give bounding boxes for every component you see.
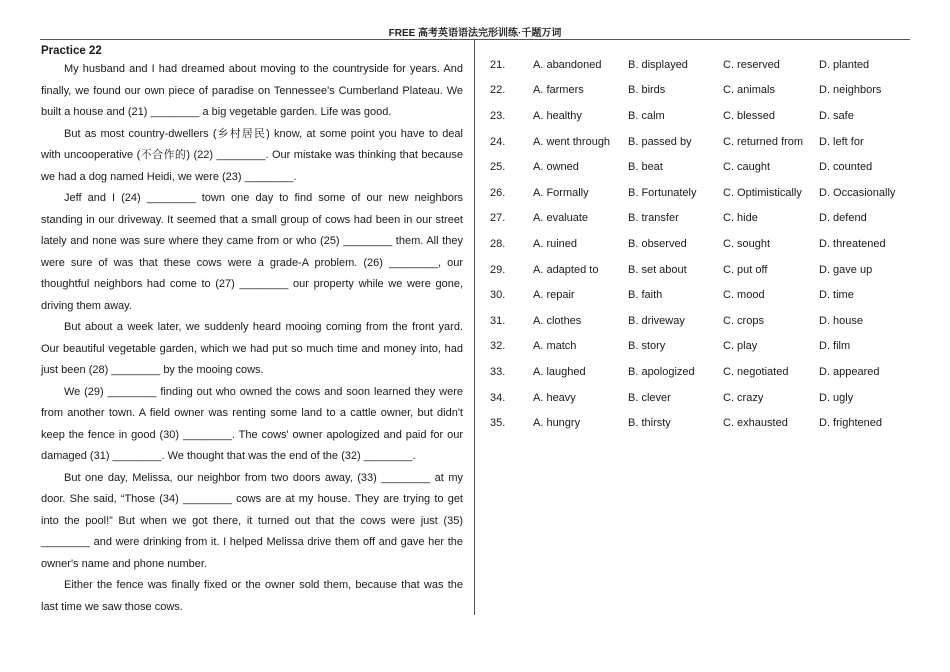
option-d: D. planted (819, 58, 870, 71)
option-a: A. went through (533, 135, 611, 148)
option-c: C. sought (723, 237, 771, 250)
option-b: B. Fortunately (628, 186, 697, 199)
option-b: B. beat (628, 161, 663, 174)
option-d: D. appeared (819, 365, 880, 378)
question-number: 30. (490, 289, 506, 302)
question-number: 29. (490, 263, 506, 276)
option-a: A. ruined (533, 237, 578, 250)
column-divider (474, 40, 475, 615)
option-a: A. abandoned (533, 58, 602, 71)
option-a: A. healthy (533, 109, 582, 122)
option-d: D. defend (819, 212, 867, 225)
option-a: A. repair (533, 289, 575, 302)
question-number: 24. (490, 135, 506, 148)
option-c: C. mood (723, 289, 765, 302)
option-b: B. driveway (628, 314, 685, 327)
question-number: 28. (490, 237, 506, 250)
option-d: D. time (819, 289, 854, 302)
question-number: 23. (490, 109, 506, 122)
option-c: C. hide (723, 212, 758, 225)
question-row (490, 129, 910, 155)
passage-paragraph-4: But about a week later, we suddenly heard mooing coming from the front yard. Our beautiful vegetable garden, which we had put so much time and money into, had just been (28) ________ by the mooing cows. (41, 321, 463, 376)
option-b: B. story (628, 340, 666, 353)
practice-title: Practice 22 (41, 45, 102, 57)
option-a: A. owned (533, 161, 579, 174)
question-number: 26. (490, 186, 506, 199)
option-a: A. match (533, 340, 577, 353)
option-d: D. counted (819, 161, 873, 174)
option-b: B. transfer (628, 212, 679, 225)
question-row (490, 282, 910, 308)
question-row (490, 308, 910, 334)
option-d: D. threatened (819, 237, 886, 250)
question-row (490, 334, 910, 360)
passage-paragraph-2: But as most country-dwellers (乡村居民) know, at some point you have to deal with uncooperative (不合作的) (22) ________. Our mistake was thinking that because we had a dog named Heidi, we were (23) ________. (41, 127, 463, 183)
question-row (490, 231, 910, 257)
option-d: D. safe (819, 109, 854, 122)
option-d: D. frightened (819, 417, 882, 430)
option-b: B. clever (628, 391, 671, 404)
question-number: 34. (490, 391, 506, 404)
option-d: D. gave up (819, 263, 873, 276)
option-d: D. house (819, 314, 864, 327)
option-c: C. play (723, 340, 758, 353)
question-row (490, 257, 910, 283)
option-b: B. set about (628, 263, 687, 276)
question-list (490, 52, 910, 436)
question-row (490, 154, 910, 180)
question-row (490, 180, 910, 206)
option-c: C. caught (723, 161, 771, 174)
question-row (490, 385, 910, 411)
option-a: A. laughed (533, 365, 586, 378)
passage-paragraph-7: Either the fence was finally fixed or the owner sold them, because that was the last time we saw those cows. (41, 579, 463, 613)
option-a: A. farmers (533, 84, 584, 97)
option-c: C. reserved (723, 58, 780, 71)
question-number: 21. (490, 58, 506, 71)
option-b: B. observed (628, 237, 687, 250)
page-header: FREE 高考英语语法完形训练·千题万词 (388, 28, 562, 39)
option-a: A. Formally (533, 186, 589, 199)
option-c: C. blessed (723, 109, 775, 122)
passage-paragraph-3: Jeff and I (24) ________ town one day to find some of our new neighbors standing in our driveway. It seemed that a small group of cows had been in our street lately and none was sure where they came from or who (25) ________ them. All they were sure of was that these cows were a grade-A problem. (26) ________, our thoughtful neighbors had come to (27) ________ our property while we were gone, driving them away. (41, 192, 463, 312)
option-b: B. displayed (628, 58, 688, 71)
option-d: D. Occasionally (819, 186, 896, 199)
option-b: B. passed by (628, 135, 692, 148)
passage-column (41, 43, 463, 618)
option-b: B. birds (628, 84, 666, 97)
question-row (490, 410, 910, 436)
option-a: A. evaluate (533, 212, 589, 225)
option-c: C. returned from (723, 135, 804, 148)
question-row (490, 52, 910, 78)
header-divider (40, 39, 910, 40)
option-a: A. adapted to (533, 263, 599, 276)
question-number: 31. (490, 314, 506, 327)
passage-paragraph-6: But one day, Melissa, our neighbor from two doors away, (33) ________ at my door. She said, “Those (34) ________ cows are at my house. They are trying to get into the pool!” But when we got there, it turned out that the cows were just (35) ________ and were drinking from it. I helped Melissa drive them off and gave her the owner's name and phone number. (41, 471, 463, 570)
question-number: 33. (490, 365, 506, 378)
question-row (490, 103, 910, 129)
option-c: C. negotiated (723, 365, 789, 378)
question-number: 25. (490, 161, 506, 174)
question-row (490, 78, 910, 104)
option-a: A. heavy (533, 391, 576, 404)
option-c: C. put off (723, 263, 768, 276)
option-d: D. film (819, 340, 851, 353)
option-d: D. left for (819, 135, 864, 148)
question-row (490, 359, 910, 385)
option-d: D. ugly (819, 391, 854, 404)
option-b: B. calm (628, 109, 665, 122)
question-number: 27. (490, 212, 506, 225)
option-c: C. Optimistically (723, 186, 802, 199)
option-a: A. clothes (533, 314, 582, 327)
option-c: C. animals (723, 84, 775, 97)
question-number: 32. (490, 340, 506, 353)
option-b: B. faith (628, 289, 663, 302)
option-c: C. crops (723, 314, 764, 327)
option-b: B. apologized (628, 365, 695, 378)
option-d: D. neighbors (819, 84, 882, 97)
option-c: C. exhausted (723, 417, 788, 430)
question-row (490, 206, 910, 232)
option-c: C. crazy (723, 391, 764, 404)
passage-paragraph-1: My husband and I had dreamed about moving to the countryside for years. And finally, we found our own piece of paradise on Tennessee's Cumberland Plateau. We built a house and (21) ________ a big vegetable garden. Life was good. (41, 63, 463, 118)
option-b: B. thirsty (628, 417, 671, 430)
question-number: 35. (490, 417, 506, 430)
option-a: A. hungry (533, 417, 581, 430)
question-number: 22. (490, 84, 506, 97)
passage-paragraph-5: We (29) ________ finding out who owned the cows and soon learned they were from another town. A field owner was renting some land to a cattle owner, but didn't keep the fence in good (30) ________. The cows' owner apologized and paid for our damaged (31) ________. We thought that was the end of the (32) ________. (41, 385, 463, 462)
